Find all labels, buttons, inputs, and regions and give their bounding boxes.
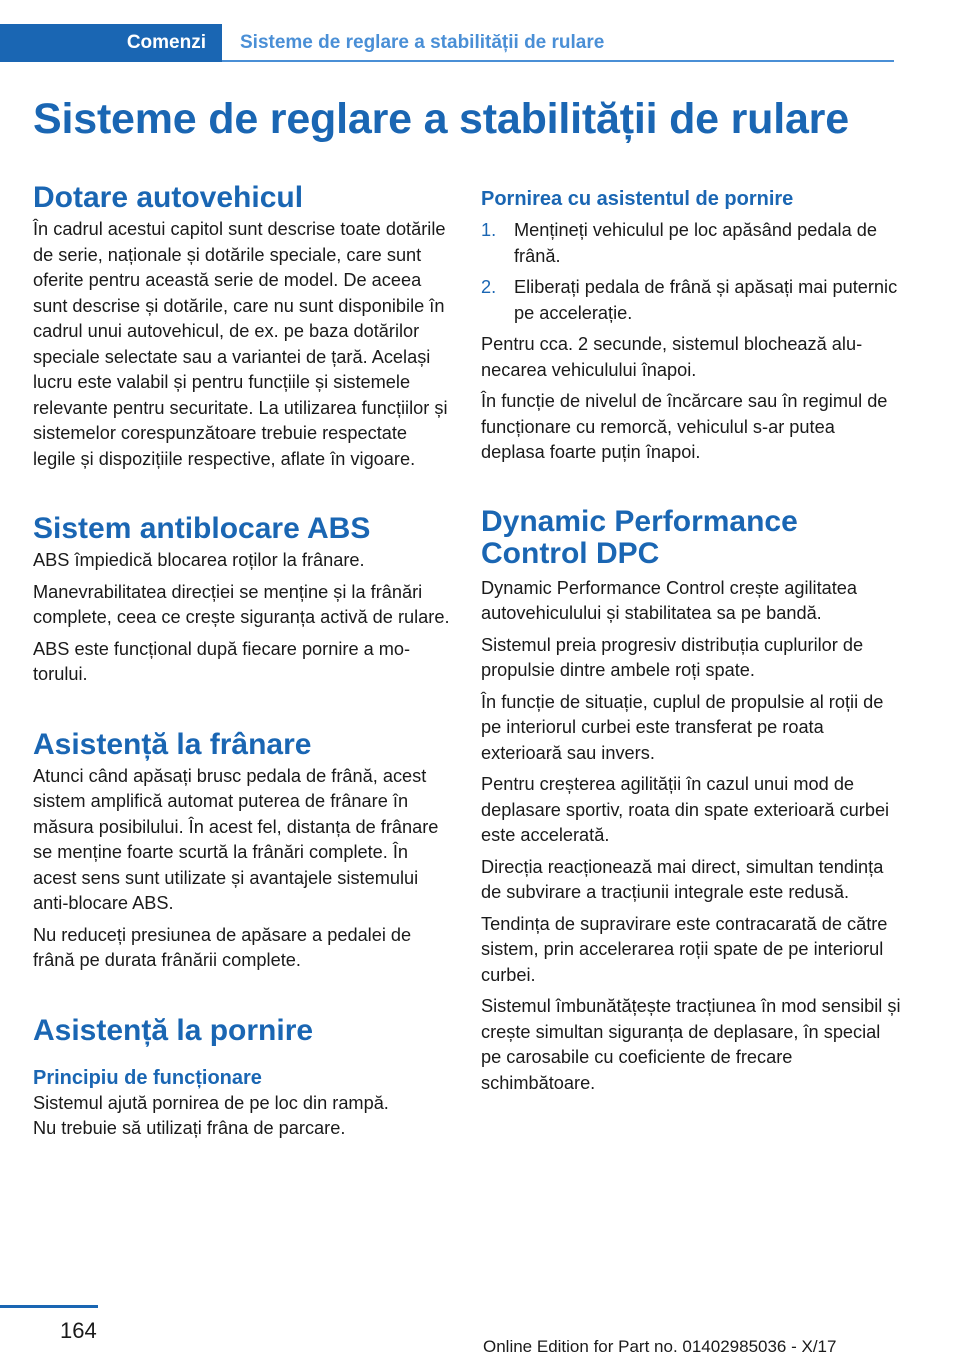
step-text: Mențineți vehiculul pe loc apăsând pedala de frână. xyxy=(514,220,877,266)
text-dpc-6: Tendința de supravirare este contracarată de către sistem, prin accelerarea roții spate de pe interiorul curbei. xyxy=(481,913,888,985)
text-pornirea-1: Pentru cca. 2 secunde, sistemul blochează alunecarea vehiculului înapoi. xyxy=(481,334,863,380)
text-dpc-3: În funcție de situație, cuplul de propulsie al roții de pe interiorul curbei este transferat pe roata exterioară sau invers. xyxy=(481,691,884,763)
footer-edition: Online Edition for Part no. 01402985036 - X/17 xyxy=(483,1337,837,1356)
text-dotare: În cadrul acestui capitol sunt descrise toate dotările de serie, naționale și dotările speciale, care sunt oferite pentru această serie de model. De aceea sunt descrise și dotările, care nu sunt disponibile în cadrul unui autovehicul, de ex. pe baza dotărilor speciale selectate sau a variantei de țară. Același lucru este valabil și pentru funcțiile și sistemele relevante pentru securitate. La utilizarea funcțiilor și sistemelor corespunzătoare trebuie respectate legile și dispozițiile respective, aflate în vigoare. xyxy=(33,219,448,469)
section-abs xyxy=(33,513,453,688)
text-pornire-1: Sistemul ajută pornirea de pe loc din rampă. xyxy=(33,1092,389,1113)
text-dpc-4: Pentru creșterea agilității în cazul unui mod de deplasare sportiv, roata din spate exterioară curbei este accelerată. xyxy=(481,774,890,845)
tab-comenzi[interactable]: Comenzi xyxy=(0,24,222,62)
heading-asistenta-pornire: Asistență la pornire xyxy=(33,1013,314,1047)
step-item xyxy=(481,275,901,326)
page-title: Sisteme de reglare a stabilității de rulare xyxy=(33,95,849,143)
steps-list xyxy=(481,218,901,326)
section-asistenta-franare xyxy=(33,729,453,974)
heading-asistenta-franare: Asistență la frânare xyxy=(33,727,312,761)
section-asistenta-pornire xyxy=(33,1015,453,1142)
heading-abs: Sistem antiblocare ABS xyxy=(33,512,371,545)
text-abs-3: ABS este funcțional după fiecare pornire a motorului. xyxy=(33,638,411,684)
text-dpc-5: Direcția reacționează mai direct, simultan tendința de subvirare a tracțiunii integrale este redusă. xyxy=(481,856,884,902)
right-column xyxy=(481,186,901,1102)
left-column xyxy=(33,182,453,1148)
text-pornire-2: Nu trebuie să utilizați frâna de parcare. xyxy=(33,1118,346,1138)
text-abs-1: ABS împiedică blocarea roților la frânare. xyxy=(33,550,365,570)
text-abs-2: Manevrabilitatea direcției se menține și la frânări complete, ceea ce crește siguranța activă de rulare. xyxy=(33,581,450,627)
text-dpc-1: Dynamic Performance Control crește agilitatea autovehiculului și stabilitatea sa pe bandă. xyxy=(481,577,858,623)
section-dotare xyxy=(33,182,453,472)
text-franare-1: Atunci când apăsați brusc pedala de frână, acest sistem amplifică automat puterea de frânare în măsura posibilului. În acest fel, distanța de frânare se menține foarte scurtă la frânări complete. În acest sens sunt utilizate și avantajele sistemului anti-blocare ABS. xyxy=(33,765,439,913)
footer-divider xyxy=(0,1305,98,1308)
step-text: Eliberați pedala de frână și apăsați mai puternic pe accelerație. xyxy=(514,277,898,323)
subheading-pornirea: Pornirea cu asistentul de pornire xyxy=(481,188,794,210)
text-franare-2: Nu reduceți presiunea de apăsare a pedalei de frână pe durata frânării complete. xyxy=(33,924,412,970)
tab-section-title[interactable]: Sisteme de reglare a stabilității de rulare xyxy=(240,32,605,53)
section-dpc xyxy=(481,506,901,1097)
section-pornirea-cu-asistent xyxy=(481,186,901,466)
heading-dpc: Dynamic Performance Control DPC xyxy=(481,504,798,570)
subheading-principiu: Principiu de funcționare xyxy=(33,1066,262,1089)
page-number: 164 xyxy=(60,1318,97,1343)
text-dpc-7: Sistemul îmbunătățește tracțiunea în mod sensibil și crește simultan siguranța de deplasare, în special pe carosabile cu coeficiente de frecare schimbătoare. xyxy=(481,996,901,1093)
text-dpc-2: Sistemul preia progresiv distribuția cuplurilor de propulsie dintre ambele roți spate. xyxy=(481,634,864,680)
text-pornirea-2: În funcție de nivelul de încărcare sau în regimul de funcționare cu remorcă, vehiculul s-ar putea deplasa foarte puțin înapoi. xyxy=(481,391,888,462)
step-number: 1. xyxy=(481,220,497,240)
step-number: 2. xyxy=(481,277,497,297)
heading-dotare: Dotare autovehicul xyxy=(33,181,304,214)
header-divider xyxy=(222,60,894,62)
header-bar xyxy=(0,24,894,64)
step-item xyxy=(481,218,901,269)
